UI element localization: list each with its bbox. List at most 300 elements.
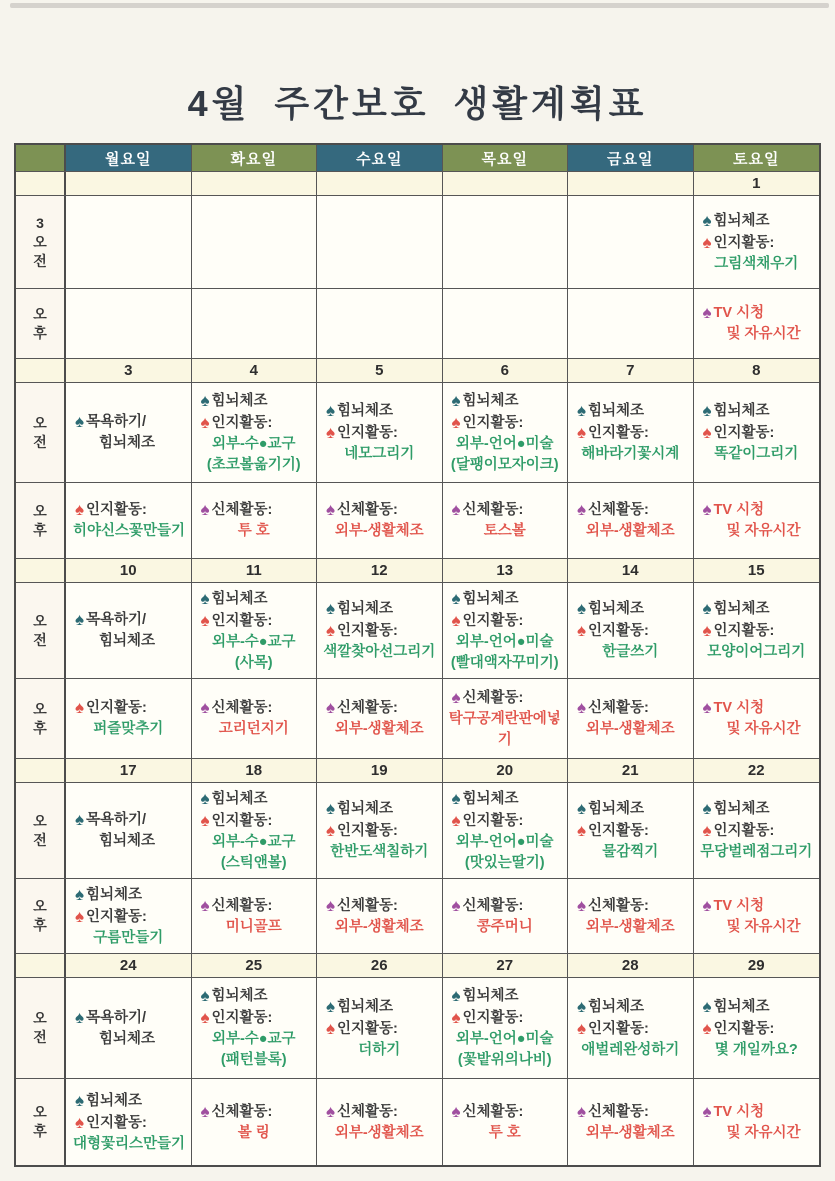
schedule-cell	[192, 879, 318, 953]
activity-text: 외부-언어●미술	[455, 435, 554, 452]
row-label-char: 전	[33, 831, 47, 848]
spade-icon: ♠	[451, 788, 461, 808]
activity-text: 외부-언어●미술	[455, 833, 554, 850]
spade-icon: ♠	[702, 996, 712, 1016]
activity-line	[697, 917, 817, 938]
spade-icon: ♠	[326, 895, 336, 915]
activity-text: TV 시청	[713, 700, 765, 716]
row-label-char: 후	[33, 324, 47, 341]
activity-text: 인지활동:	[337, 623, 398, 639]
activity-line	[320, 1018, 439, 1040]
activity-line	[195, 1050, 314, 1071]
activity-line	[697, 798, 817, 820]
activity-line	[697, 232, 817, 254]
activity-text: 힘뇌체조	[86, 886, 143, 903]
schedule-cell	[317, 583, 443, 678]
activity-text: 힘뇌체조	[211, 392, 268, 409]
row-label-char: 오	[33, 700, 47, 717]
activity-text: 힘뇌체조	[713, 801, 770, 817]
activity-line	[320, 697, 439, 719]
activity-line	[320, 1123, 439, 1144]
activity-text: 신체활동:	[211, 502, 273, 518]
activity-line	[195, 390, 314, 412]
spade-icon: ♠	[702, 799, 712, 818]
date-cell: 3	[66, 359, 192, 382]
afternoon-row	[16, 879, 819, 954]
activity-text: 힘뇌체조	[211, 988, 268, 1004]
activity-text: 무당벌레점그리기	[700, 844, 813, 860]
schedule-cell	[192, 483, 318, 558]
activity-line	[697, 302, 817, 324]
spade-icon: ♠	[326, 401, 336, 420]
schedule-cell	[66, 978, 192, 1078]
activity-line	[69, 1007, 188, 1029]
activity-line	[69, 697, 188, 719]
activity-line	[571, 422, 690, 444]
activity-line	[446, 1050, 565, 1071]
date-cell: 27	[443, 954, 569, 977]
activity-text: 힘뇌체조	[713, 403, 770, 419]
activity-line	[195, 810, 314, 832]
row-label-char: 오	[33, 812, 47, 829]
morning-row	[16, 383, 819, 483]
activity-line	[697, 499, 817, 521]
activity-text: 외부-생활체조	[585, 1124, 675, 1141]
activity-text: 및 자유시간	[726, 721, 801, 737]
date-row	[16, 172, 819, 196]
activity-text: 신체활동:	[588, 700, 649, 716]
header-day-monday: 월요일	[66, 145, 192, 171]
activity-line	[697, 1101, 817, 1123]
spade-icon: ♠	[702, 423, 712, 442]
activity-line	[697, 1040, 817, 1061]
activity-line	[195, 434, 314, 455]
activity-line	[446, 895, 565, 917]
schedule-cell	[443, 383, 569, 482]
row-label-char: 오	[33, 414, 47, 431]
schedule-cell	[694, 583, 820, 678]
activity-text: 신체활동:	[337, 897, 398, 914]
page-title: 4월 주간보호 생활계획표	[187, 83, 648, 124]
activity-line	[69, 809, 188, 831]
spade-icon: ♠	[577, 500, 587, 519]
activity-text: 힘뇌체조	[588, 403, 645, 419]
activity-line	[195, 653, 314, 674]
am-row-label	[16, 383, 66, 482]
activity-text: 인지활동:	[462, 612, 524, 629]
activity-line	[320, 917, 439, 938]
activity-line	[446, 632, 565, 653]
schedule-cell	[568, 289, 694, 358]
row-label-char: 오	[33, 305, 47, 322]
activity-text: 인지활동:	[86, 1114, 147, 1131]
activity-text: TV 시청	[713, 897, 765, 914]
spade-icon: ♠	[200, 610, 210, 630]
activity-text: 토스볼	[483, 523, 526, 539]
activity-line	[697, 697, 817, 719]
schedule-cell	[568, 383, 694, 482]
spade-icon: ♠	[702, 599, 712, 618]
activity-line	[195, 788, 314, 810]
activity-line	[69, 433, 188, 454]
spade-icon: ♠	[200, 1101, 210, 1121]
activity-line	[697, 210, 817, 232]
spade-icon: ♠	[451, 390, 461, 410]
spade-icon: ♠	[326, 799, 336, 818]
schedule-cell	[694, 783, 820, 878]
row-label-char: 후	[33, 917, 47, 933]
activity-line	[69, 906, 188, 928]
activity-line	[69, 631, 188, 652]
row-label-char: 전	[33, 433, 47, 450]
activity-text: 인지활동:	[337, 425, 398, 441]
spade-icon: ♠	[200, 1008, 210, 1027]
activity-text: 인지활동:	[211, 812, 273, 829]
row-label-char: 후	[33, 719, 47, 736]
schedule-cell	[694, 879, 820, 953]
spade-icon: ♠	[451, 500, 461, 519]
schedule-cell	[192, 978, 318, 1078]
spade-icon: ♠	[451, 412, 461, 432]
date-label-spacer	[16, 759, 66, 782]
activity-text: 볼 링	[237, 1124, 270, 1141]
activity-line	[320, 444, 439, 465]
date-cell: 13	[443, 559, 569, 582]
activity-text: 신체활동:	[337, 700, 398, 716]
activity-text: 신체활동:	[462, 689, 524, 706]
spade-icon: ♠	[200, 588, 210, 608]
activity-text: 목욕하기/	[86, 612, 147, 628]
spade-icon: ♠	[200, 390, 210, 410]
spade-icon: ♠	[451, 1008, 461, 1027]
date-label-spacer	[16, 954, 66, 977]
activity-text: 힘뇌체조	[99, 435, 156, 451]
spade-icon: ♠	[326, 1101, 336, 1121]
schedule-cell	[317, 879, 443, 953]
spade-icon: ♠	[451, 895, 461, 915]
spade-icon: ♠	[326, 1018, 336, 1038]
date-cell: 18	[192, 759, 318, 782]
spade-icon: ♠	[702, 1018, 712, 1038]
activity-line	[195, 521, 314, 542]
activity-text: 및 자유시간	[726, 523, 801, 539]
spade-icon: ♠	[577, 599, 587, 618]
activity-text: 힘뇌체조	[99, 1030, 156, 1047]
activity-line	[195, 853, 314, 874]
activity-text: 외부-생활체조	[334, 523, 424, 539]
date-cell: 10	[66, 559, 192, 582]
activity-text: 목욕하기/	[86, 414, 147, 430]
spade-icon: ♠	[200, 986, 210, 1005]
activity-text: 외부-수●교구	[211, 833, 296, 850]
date-label-spacer	[16, 359, 66, 382]
row-label-char: 후	[33, 521, 47, 538]
schedule-cell	[317, 783, 443, 878]
activity-line	[195, 632, 314, 653]
am-row-label	[16, 196, 66, 288]
activity-text: 힘뇌체조	[462, 392, 519, 409]
spade-icon: ♠	[702, 401, 712, 420]
spade-icon: ♠	[75, 610, 85, 629]
activity-text: 인지활동:	[337, 1020, 398, 1037]
activity-text: 인지활동:	[86, 700, 147, 716]
activity-line	[320, 642, 439, 663]
spade-icon: ♠	[200, 698, 210, 717]
activity-text: 힘뇌체조	[588, 601, 645, 617]
activity-text: 신체활동:	[588, 897, 649, 914]
activity-line	[446, 788, 565, 810]
schedule-cell	[443, 1079, 569, 1165]
activity-line	[697, 598, 817, 620]
date-row	[16, 759, 819, 783]
schedule-cell	[568, 679, 694, 758]
schedule-cell	[192, 679, 318, 758]
date-cell: 20	[443, 759, 569, 782]
activity-line	[446, 499, 565, 521]
am-row-label	[16, 783, 66, 878]
activity-line	[320, 719, 439, 740]
spade-icon: ♠	[200, 412, 210, 432]
spade-icon: ♠	[702, 210, 712, 230]
spade-icon: ♠	[326, 698, 336, 717]
activity-line	[446, 1101, 565, 1123]
row-label-char: 전	[33, 252, 47, 269]
schedule-cell	[443, 783, 569, 878]
date-cell: 8	[752, 362, 761, 379]
activity-line	[697, 895, 817, 917]
activity-text: 인지활동:	[211, 414, 273, 431]
afternoon-row	[16, 483, 819, 559]
schedule-cell	[192, 783, 318, 878]
row-label-char: 오	[33, 1010, 47, 1026]
activity-line	[571, 444, 690, 465]
date-cell: 12	[317, 559, 443, 582]
spade-icon: ♠	[451, 588, 461, 608]
activity-line	[69, 609, 188, 631]
date-row	[16, 954, 819, 978]
schedule-cell	[568, 583, 694, 678]
spade-icon: ♠	[326, 423, 336, 442]
date-cell: 1	[752, 175, 761, 192]
pm-row-label	[16, 879, 66, 953]
activity-line	[69, 521, 188, 542]
activity-line	[446, 653, 565, 674]
schedule-cell	[694, 978, 820, 1078]
activity-line	[195, 499, 314, 521]
activity-text: 애벌레완성하기	[581, 1041, 680, 1058]
activity-line	[446, 1029, 565, 1050]
activity-line	[195, 610, 314, 632]
date-cell: 7	[568, 359, 694, 382]
pm-row-label	[16, 1079, 66, 1165]
activity-text: 외부-생활체조	[334, 918, 424, 935]
spade-icon: ♠	[451, 687, 461, 707]
activity-line	[69, 1112, 188, 1134]
activity-text: 인지활동:	[713, 623, 775, 639]
activity-text: 모양이어그리기	[707, 644, 806, 660]
row-label-char: 오	[33, 898, 47, 914]
spade-icon: ♠	[75, 1090, 85, 1110]
pm-row-label	[16, 289, 66, 358]
activity-text: (달팽이모자이크)	[450, 456, 559, 473]
activity-line	[320, 598, 439, 620]
spade-icon: ♠	[702, 821, 712, 840]
activity-text: 신체활동:	[588, 1103, 649, 1120]
spade-icon: ♠	[451, 810, 461, 830]
spade-icon: ♠	[577, 996, 587, 1016]
activity-line	[697, 820, 817, 842]
spade-icon: ♠	[577, 1101, 587, 1121]
activity-line	[697, 1018, 817, 1040]
activity-text: 색깔찾아선그리기	[323, 644, 436, 660]
activity-text: 힘뇌체조	[337, 998, 394, 1015]
schedule-cell	[694, 1079, 820, 1165]
schedule-cell	[66, 783, 192, 878]
weeks-container	[16, 172, 819, 1165]
activity-line	[195, 455, 314, 476]
morning-row	[16, 583, 819, 679]
row-label-char: 오	[33, 233, 47, 250]
schedule-cell	[192, 289, 318, 358]
afternoon-row	[16, 679, 819, 759]
activity-text: 외부-수●교구	[211, 1031, 296, 1047]
activity-text: 인지활동:	[86, 502, 147, 518]
activity-line	[446, 610, 565, 632]
activity-line	[571, 400, 690, 422]
spade-icon: ♠	[75, 412, 85, 431]
activity-line	[69, 884, 188, 906]
activity-line	[697, 400, 817, 422]
activity-line	[446, 832, 565, 853]
activity-text: 힘뇌체조	[211, 790, 268, 807]
schedule-cell	[443, 978, 569, 1078]
activity-line	[697, 642, 817, 663]
activity-line	[320, 1040, 439, 1061]
schedule-cell	[694, 679, 820, 758]
activity-line	[320, 996, 439, 1018]
schedule-cell	[317, 679, 443, 758]
schedule-cell	[443, 583, 569, 678]
activity-text: 미니골프	[225, 918, 282, 935]
spade-icon: ♠	[326, 621, 336, 640]
activity-text: 한글쓰기	[602, 644, 659, 660]
spade-icon: ♠	[326, 996, 336, 1016]
date-label-spacer	[16, 172, 66, 195]
spade-icon: ♠	[702, 232, 712, 252]
activity-text: 인지활동:	[713, 425, 775, 441]
date-cell: 17	[66, 759, 192, 782]
header-day-friday: 금요일	[568, 145, 694, 171]
activity-line	[446, 390, 565, 412]
row-label-char: 오	[33, 1104, 47, 1120]
activity-line	[446, 434, 565, 455]
activity-text: 신체활동:	[337, 1103, 398, 1120]
activity-line	[571, 620, 690, 642]
scan-artifact-line	[10, 3, 829, 8]
spade-icon: ♠	[326, 500, 336, 519]
activity-line	[697, 842, 817, 863]
spade-icon: ♠	[75, 500, 85, 519]
spade-icon: ♠	[577, 799, 587, 818]
spade-icon: ♠	[326, 821, 336, 840]
date-cell: 25	[192, 954, 318, 977]
schedule-cell	[192, 583, 318, 678]
date-label-spacer	[16, 559, 66, 582]
date-cell: 4	[192, 359, 318, 382]
schedule-cell	[568, 978, 694, 1078]
activity-line	[446, 917, 565, 938]
date-cell: 24	[66, 954, 192, 977]
schedule-cell	[66, 1079, 192, 1165]
schedule-cell	[443, 879, 569, 953]
activity-text: 외부-생활체조	[585, 523, 675, 539]
row-label-char: 후	[33, 1123, 47, 1139]
activity-line	[69, 411, 188, 433]
activity-text: 물감찍기	[602, 844, 659, 860]
activity-text: 인지활동:	[588, 425, 649, 441]
activity-line	[571, 1101, 690, 1123]
activity-line	[446, 709, 565, 751]
activity-line	[195, 719, 314, 740]
date-cell: 26	[317, 954, 443, 977]
schedule-cell	[66, 383, 192, 482]
activity-line	[446, 985, 565, 1007]
activity-line	[320, 400, 439, 422]
spade-icon: ♠	[326, 599, 336, 618]
spade-icon: ♠	[577, 423, 587, 442]
afternoon-row	[16, 289, 819, 359]
activity-line	[195, 1101, 314, 1123]
activity-text: (빨대액자꾸미기)	[450, 654, 559, 671]
schedule-cell	[317, 483, 443, 558]
activity-line	[195, 917, 314, 938]
schedule-cell	[66, 483, 192, 558]
activity-text: (초코볼옮기기)	[206, 456, 301, 473]
activity-line	[446, 1007, 565, 1029]
activity-text: 해바라기꽃시계	[581, 446, 680, 462]
header-day-saturday: 토요일	[694, 145, 820, 171]
activity-line	[446, 455, 565, 476]
spade-icon: ♠	[75, 810, 85, 829]
schedule-cell	[443, 679, 569, 758]
spade-icon: ♠	[75, 698, 85, 717]
activity-line	[571, 1018, 690, 1040]
activity-text: 인지활동:	[588, 623, 649, 639]
row-label-char: 전	[33, 631, 47, 648]
header-day-thursday: 목요일	[443, 145, 569, 171]
activity-line	[69, 1029, 188, 1050]
activity-line	[195, 1029, 314, 1050]
activity-line	[320, 1101, 439, 1123]
row-label-char: 오	[33, 502, 47, 519]
activity-text: 인지활동:	[462, 1010, 524, 1026]
activity-text: 힘뇌체조	[713, 601, 770, 617]
activity-text: 외부-생활체조	[334, 721, 424, 737]
date-cell	[317, 172, 443, 195]
activity-text: 탁구공계란판에넣기	[448, 710, 561, 748]
activity-text: 인지활동:	[713, 234, 775, 251]
pm-row-label	[16, 483, 66, 558]
date-cell	[568, 172, 694, 195]
activity-text: 힘뇌체조	[337, 801, 394, 817]
activity-line	[195, 985, 314, 1007]
schedule-cell	[192, 196, 318, 288]
activity-text: 콩주머니	[476, 918, 533, 935]
activity-line	[69, 1134, 188, 1155]
activity-text: 네모그리기	[344, 446, 415, 462]
activity-text: 투 호	[488, 1124, 521, 1141]
activity-text: 인지활동:	[713, 1020, 775, 1037]
